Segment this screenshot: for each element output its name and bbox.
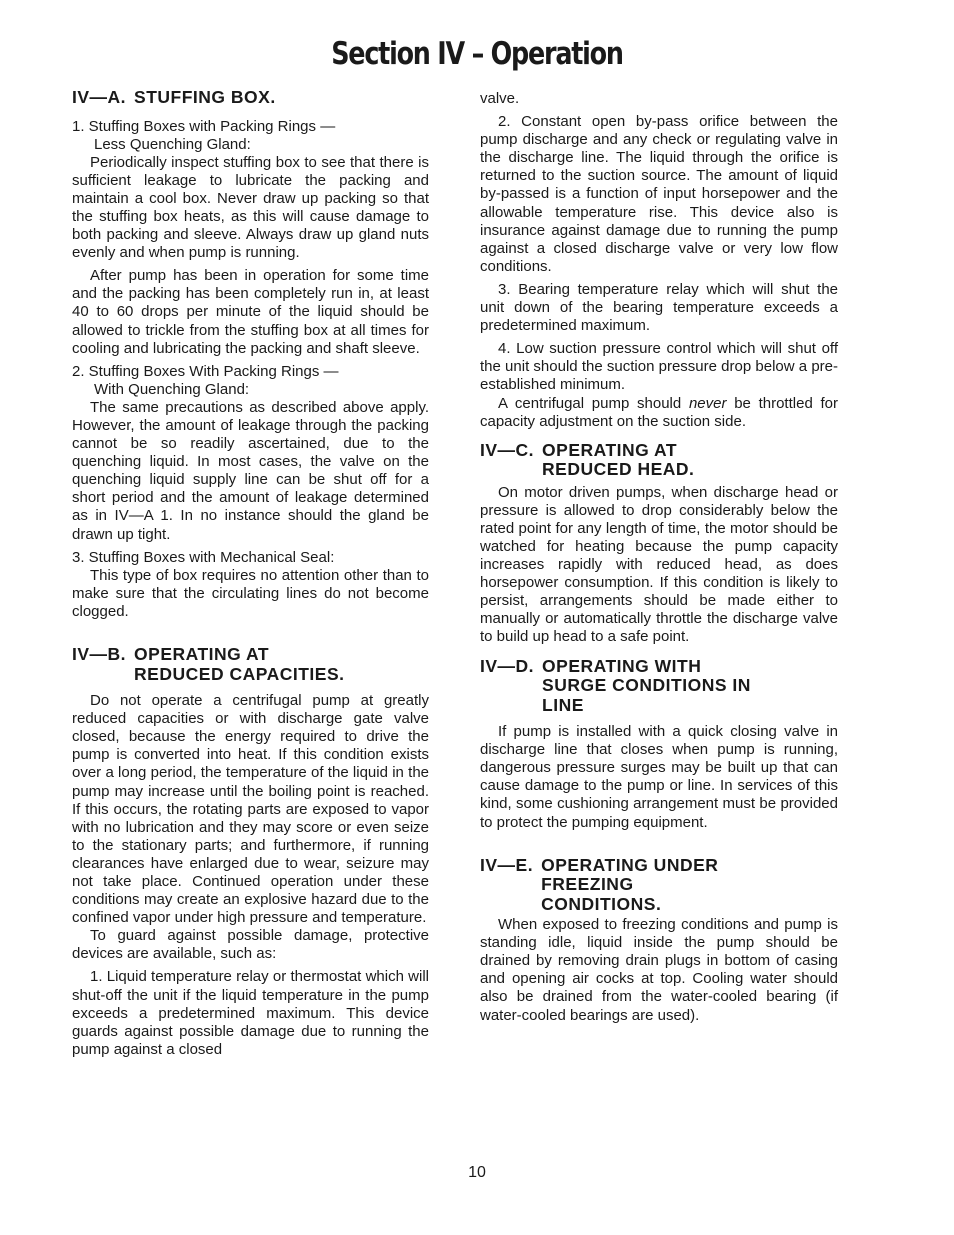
section-number: IV—E. — [480, 854, 534, 875]
section-number: IV—A. — [72, 87, 127, 107]
paragraph: The same precautions as described above apply. However, the amount of leakage through the packing cannot be so readily ascertained, due to the quenching liquid. In most cases, the valve on the quenching liquid supply line can be shut off for a short period and the amount of leakage determined as in IV—A 1. In no instance should the gland be drawn up tight. — [72, 398, 429, 543]
section-number: IV—D. — [480, 655, 535, 676]
paragraph: 2. Constant open by-pass orifice between the pump discharge and any check or regulating valve in the discharge line. The liquid through the orifice is returned to the suction source. The amount of liquid by-passed is a function of input horsepower and the allowable temperature rise. This device also is insurance against damage due to running the pump against a closed discharge valve or very low flow conditions. — [480, 113, 838, 275]
section-iv-a-heading — [72, 88, 429, 108]
paragraph: If pump is installed with a quick closing valve in discharge line that closes when pump is running, dangerous pressure surges may be built up that can cause damage to the pump or line. In services of this kind, some cushioning arrangement must be provided to protect the pumping equipment. — [480, 723, 838, 831]
item-heading-line: 2. Stuffing Boxes With Packing Rings — — [72, 362, 339, 380]
section-iv-d-heading — [480, 657, 838, 716]
section-title: OPERATING AT REDUCED HEAD. — [542, 439, 695, 480]
page-title: Section IV – Operation — [331, 36, 623, 72]
page-number: 10 — [468, 1164, 486, 1181]
section-number: IV—B. — [72, 644, 127, 665]
section-iv-e-heading — [480, 856, 838, 915]
section-iv-b-heading — [72, 645, 429, 684]
item-heading — [72, 549, 429, 567]
section-iv-c-heading — [480, 441, 838, 480]
emphasis-text: never — [688, 394, 727, 412]
paragraph: On motor driven pumps, when discharge head or pressure is allowed to drop considerably below the rated point for any length of time, the motor should be watched for heating because the pump capacity increases rapidly with reduced head, as does horsepower consumption. If this condition is likely to persist, arrangements should be made either to manually or automatically throttle the discharge valve to build up head to a safe point. — [480, 483, 838, 646]
left-column — [72, 88, 429, 1059]
item-heading — [72, 118, 429, 154]
item-heading-subline: Less Quenching Gland: — [94, 135, 251, 153]
item-heading-line: 3. Stuffing Boxes with Mechanical Seal: — [72, 548, 335, 566]
paragraph-text: be throttled for capacity adjustment on the suction side. — [480, 394, 838, 430]
paragraph: 4. Low suction pressure control which will shut off the unit should the suction pressure drop below a pre-established minimum. — [480, 340, 838, 394]
paragraph: This type of box requires no attention other than to make sure that the circulating lines do not become clogged. — [72, 566, 429, 620]
paragraph: 3. Bearing temperature relay which will shut the unit down of the bearing temperature exceeds a predetermined maximum. — [480, 280, 838, 335]
paragraph-text: A centrifugal pump should — [498, 394, 689, 412]
section-title: OPERATING AT REDUCED CAPACITIES. — [134, 644, 345, 684]
section-number: IV—C. — [480, 439, 535, 460]
item-heading — [72, 363, 429, 399]
paragraph — [480, 395, 838, 431]
section-title: STUFFING BOX. — [134, 87, 276, 107]
item-heading-line: 1. Stuffing Boxes with Packing Rings — — [72, 117, 336, 135]
paragraph: After pump has been in operation for some time and the packing has been completely run in, at least 40 to 60 drops per minute of the liquid should be allowed to trickle from the stuffing box at all times for cooling and lubricating the packing and shaft sleeve. — [72, 267, 429, 357]
section-title: OPERATING UNDER FREEZING CONDITIONS. — [541, 854, 719, 914]
paragraph: 1. Liquid temperature relay or thermostat which will shut-off the unit if the liquid temperature in the pump exceeds a predetermined maximum. This device guards against possible damage due to running the pump against a closed — [72, 968, 429, 1058]
section-title: OPERATING WITH SURGE CONDITIONS IN LINE — [542, 655, 751, 715]
right-column — [480, 90, 838, 1025]
paragraph-continuation: valve. — [480, 90, 520, 107]
item-heading-subline: With Quenching Gland: — [94, 380, 250, 398]
paragraph: Periodically inspect stuffing box to see that there is sufficient leakage to lubricate the packing and maintain a cool box. Never draw up packing so that the stuffing box heats, as this will cause damage to both packing and sleeve. Always draw up gland nuts evenly and when pump is running. — [72, 153, 429, 262]
paragraph: Do not operate a centrifugal pump at greatly reduced capacities or with discharge gate valve closed, because the energy required to drive the pump is converted into heat. If this condition exists over a long period, the temperature of the liquid in the pump may increase until the boiling point is reached. If this occurs, the rotating parts are exposed to vapor with no lubrication and they may score or even seize to the stationary parts; and furthermore, if running clearances have enlarged due to wear, seizure may not take place. Continued operation under these conditions may create an explosive hazard due to the confined vapor under high pressure and temperature. — [72, 692, 429, 927]
paragraph: To guard against possible damage, protective devices are available, such as: — [72, 927, 429, 963]
paragraph: When exposed to freezing conditions and pump is standing idle, liquid inside the pump should be drained by removing drain plugs in bottom of casing and opening air cocks at top. Cooling water should also be drained from the water-cooled bearing (if water-cooled bearings are used). — [480, 916, 838, 1024]
